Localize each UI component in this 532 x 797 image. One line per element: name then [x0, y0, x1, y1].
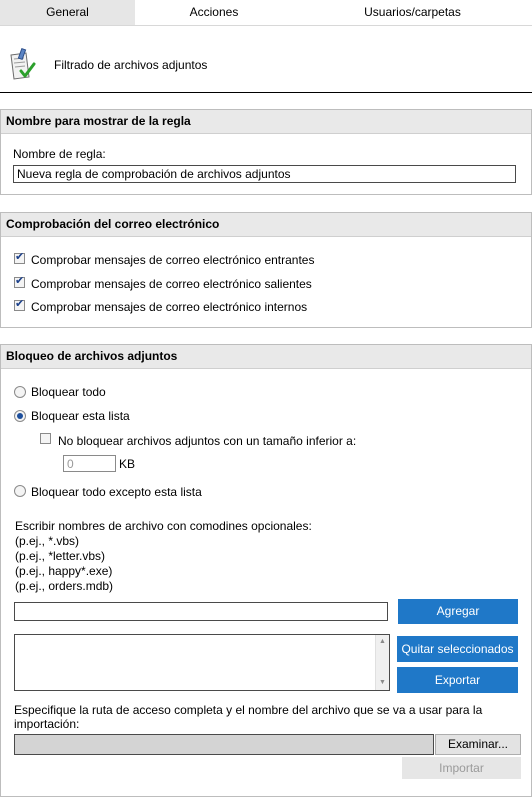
radio-block-except[interactable] [14, 485, 26, 497]
radio-block-all[interactable] [14, 386, 26, 398]
instructions-line-1: Escribir nombres de archivo con comodines opcionales: [15, 519, 312, 533]
document-check-icon [8, 47, 36, 81]
scroll-down-arrow-icon[interactable]: ▼ [379, 679, 386, 686]
checkbox-size-limit[interactable] [40, 433, 51, 444]
rule-name-group [0, 109, 532, 195]
add-button[interactable]: Agregar [398, 599, 518, 624]
checkbox-internal-label: Comprobar mensajes de correo electrónico internos [31, 300, 308, 314]
tab-users-folders[interactable]: Usuarios/carpetas [364, 5, 461, 19]
page-title: Filtrado de archivos adjuntos [54, 58, 208, 72]
check-mark-icon: ✔ [15, 275, 25, 287]
radio-block-list-label: Bloquear esta lista [31, 409, 130, 423]
check-mark-icon: ✔ [15, 298, 25, 310]
checkbox-incoming-label: Comprobar mensajes de correo electrónico entrantes [31, 253, 315, 267]
radio-block-list[interactable] [14, 410, 26, 422]
import-instructions: Especifique la ruta de acceso completa y el nombre del archivo que se va a usar para la importación: [14, 703, 483, 731]
radio-block-except-label: Bloquear todo excepto esta lista [31, 485, 202, 499]
checkbox-incoming[interactable] [14, 253, 25, 264]
checkbox-internal[interactable] [14, 300, 25, 311]
attachment-blocking-group [0, 344, 532, 797]
attachment-blocking-group-title: Bloqueo de archivos adjuntos [1, 345, 531, 369]
export-button[interactable]: Exportar [397, 667, 518, 693]
checkbox-outgoing[interactable] [14, 277, 25, 288]
filename-list[interactable] [14, 634, 390, 691]
check-mark-icon: ✔ [15, 251, 25, 263]
size-limit-input[interactable]: 0 [63, 455, 116, 472]
instructions-line-5: (p.ej., orders.mdb) [15, 579, 114, 593]
tab-bar [0, 0, 532, 26]
checkbox-outgoing-label: Comprobar mensajes de correo electrónico salientes [31, 277, 312, 291]
radio-selected-dot [17, 413, 23, 419]
rule-name-label: Nombre de regla: [13, 147, 106, 161]
remove-selected-button[interactable]: Quitar seleccionados [397, 636, 518, 662]
email-check-group-title: Comprobación del correo electrónico [1, 213, 531, 237]
instructions-line-2: (p.ej., *.vbs) [15, 534, 80, 548]
radio-block-all-label: Bloquear todo [31, 385, 106, 399]
browse-button[interactable]: Examinar... [435, 734, 521, 755]
scroll-up-arrow-icon[interactable]: ▲ [379, 638, 386, 645]
import-button[interactable]: Importar [402, 757, 521, 779]
import-path-input[interactable] [14, 734, 434, 755]
instructions-line-4: (p.ej., happy*.exe) [15, 564, 113, 578]
tab-general[interactable]: General [0, 0, 135, 25]
rule-name-group-title: Nombre para mostrar de la regla [1, 110, 531, 134]
rule-name-input[interactable]: Nueva regla de comprobación de archivos adjuntos [13, 165, 516, 183]
size-unit-label: KB [119, 457, 136, 471]
email-check-group [0, 212, 532, 328]
header-divider [0, 92, 532, 93]
tab-actions[interactable]: Acciones [189, 5, 239, 19]
instructions-line-3: (p.ej., *letter.vbs) [15, 549, 106, 563]
list-scrollbar[interactable] [375, 635, 389, 690]
checkbox-size-limit-label: No bloquear archivos adjuntos con un tamaño inferior a: [58, 434, 357, 448]
filename-input[interactable] [14, 602, 388, 621]
